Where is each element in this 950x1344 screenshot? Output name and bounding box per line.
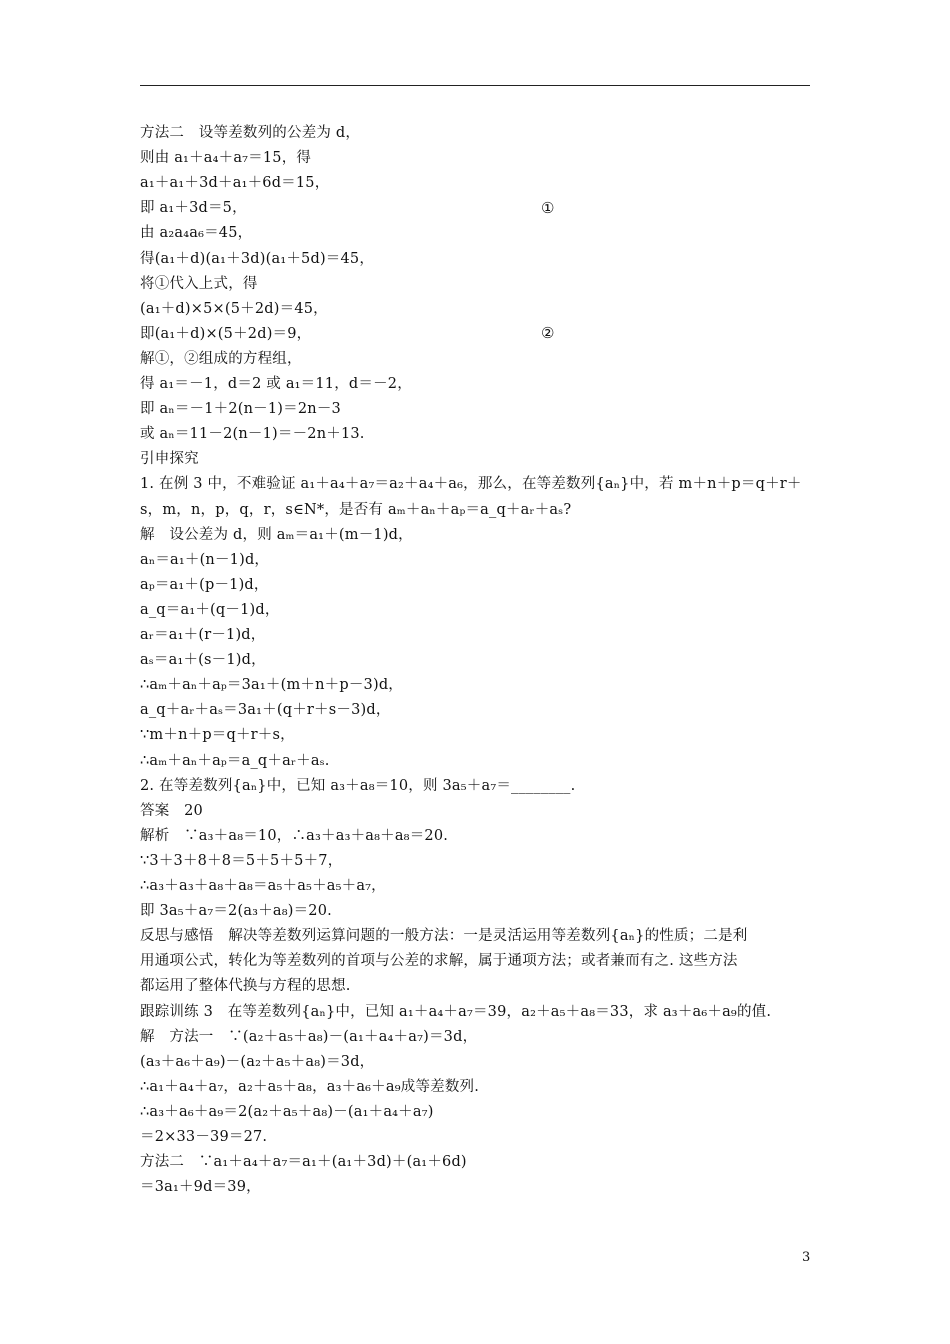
text-line: a₁＋a₁＋3d＋a₁＋6d＝15，	[140, 175, 330, 191]
text-line: 解①，②组成的方程组，	[140, 351, 302, 367]
text-line: 或 aₙ＝11－2(n－1)＝－2n＋13.	[140, 426, 365, 442]
text-line: ∴aₘ＋aₙ＋aₚ＝3a₁＋(m＋n＋p－3)d，	[140, 677, 403, 693]
text-line: 方法二 设等差数列的公差为 d，	[140, 125, 361, 141]
text-line: ∴a₃＋a₃＋a₈＋a₈＝a₅＋a₅＋a₅＋a₇，	[140, 878, 386, 894]
text-line: 则由 a₁＋a₄＋a₇＝15，得	[140, 150, 312, 166]
text-line: 得 a₁＝－1，d＝2 或 a₁＝11，d＝－2，	[140, 376, 412, 392]
text-line: 即(a₁＋d)×(5＋2d)＝9，	[140, 326, 312, 342]
text-line: 将①代入上式，得	[140, 276, 258, 292]
text-line: 得(a₁＋d)(a₁＋3d)(a₁＋5d)＝45，	[140, 251, 375, 267]
text-line: 引申探究	[140, 451, 199, 467]
text-line: 即 a₁＋3d＝5，	[140, 200, 247, 216]
equation-marker-2: ②	[541, 324, 555, 342]
equation-marker-1: ①	[541, 199, 555, 217]
text-line: 方法二 ∵a₁＋a₄＋a₇＝a₁＋(a₁＋3d)＋(a₁＋6d)	[140, 1154, 467, 1170]
page-number: 3	[802, 1250, 811, 1265]
text-line: ∵3＋3＋8＋8＝5＋5＋5＋7，	[140, 853, 343, 869]
text-line: ＝2×33－39＝27.	[140, 1129, 268, 1145]
text-line: 跟踪训练 3 在等差数列{aₙ}中，已知 a₁＋a₄＋a₇＝39，a₂＋a₅＋a₈＝33，求 a₃＋a₆＋a₉的值.	[140, 1004, 772, 1020]
text-line: 即 3a₅＋a₇＝2(a₃＋a₈)＝20.	[140, 903, 332, 919]
text-line: ∵m＋n＋p＝q＋r＋s，	[140, 727, 295, 743]
text-line: aᵣ＝a₁＋(r－1)d，	[140, 627, 266, 643]
text-line: 解 方法一 ∵(a₂＋a₅＋a₈)－(a₁＋a₄＋a₇)＝3d，	[140, 1029, 478, 1045]
text-line: (a₃＋a₆＋a₉)－(a₂＋a₅＋a₈)＝3d，	[140, 1054, 375, 1070]
header-rule	[140, 85, 810, 86]
text-line: aₚ＝a₁＋(p－1)d，	[140, 577, 269, 593]
text-line: ∴aₘ＋aₙ＋aₚ＝a_q＋aᵣ＋aₛ.	[140, 753, 330, 769]
text-line: 解析 ∵a₃＋a₈＝10，∴a₃＋a₃＋a₈＋a₈＝20.	[140, 828, 449, 844]
text-line: aₛ＝a₁＋(s－1)d，	[140, 652, 266, 668]
text-line: ∴a₁＋a₄＋a₇，a₂＋a₅＋a₈，a₃＋a₆＋a₉成等差数列.	[140, 1079, 480, 1095]
text-line: (a₁＋d)×5×(5＋2d)＝45，	[140, 301, 328, 317]
text-line: 1. 在例 3 中，不难验证 a₁＋a₄＋a₇＝a₂＋a₄＋a₆，那么，在等差数列{aₙ}中，若 m＋n＋p＝q＋r＋	[140, 476, 802, 492]
text-line: ∴a₃＋a₆＋a₉＝2(a₂＋a₅＋a₈)－(a₁＋a₄＋a₇)	[140, 1104, 434, 1120]
text-line: 用通项公式，转化为等差数列的首项与公差的求解，属于通项方法；或者兼而有之. 这些方法	[140, 953, 738, 969]
text-line: ＝3a₁＋9d＝39，	[140, 1179, 261, 1195]
text-line: 反思与感悟 解决等差数列运算问题的一般方法：一是灵活运用等差数列{aₙ}的性质；二是利	[140, 928, 748, 944]
text-line: 即 aₙ＝－1＋2(n－1)＝2n－3	[140, 401, 341, 417]
text-line: s，m，n，p，q，r，s∈N*，是否有 aₘ＋aₙ＋aₚ＝a_q＋aᵣ＋aₛ?	[140, 502, 572, 518]
text-line: 解 设公差为 d，则 aₘ＝a₁＋(m－1)d，	[140, 527, 413, 543]
text-line: a_q＋aᵣ＋aₛ＝3a₁＋(q＋r＋s－3)d，	[140, 702, 391, 718]
text-line: a_q＝a₁＋(q－1)d，	[140, 602, 280, 618]
text-line: 由 a₂a₄a₆＝45，	[140, 225, 253, 241]
text-line: 2. 在等差数列{aₙ}中，已知 a₃＋a₈＝10，则 3a₅＋a₇＝________.	[140, 778, 576, 794]
text-line: 答案 20	[140, 803, 203, 819]
text-line: 都运用了整体代换与方程的思想.	[140, 978, 351, 994]
text-line: aₙ＝a₁＋(n－1)d，	[140, 552, 270, 568]
